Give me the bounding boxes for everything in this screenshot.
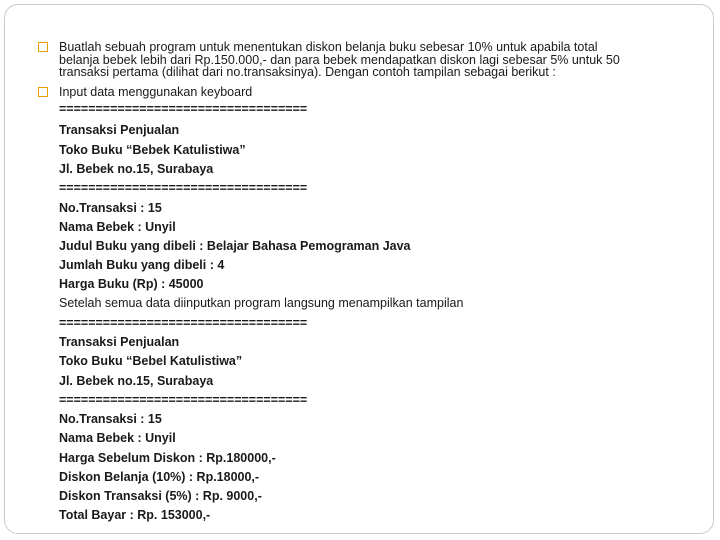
input-no-transaksi: No.Transaksi : 15 (59, 201, 162, 215)
input-instruction-line: Input data menggunakan keyboard (59, 85, 253, 99)
output-header-title: Transaksi Penjualan (59, 335, 180, 349)
task-description-line: transaksi pertama (dilihat dari no.transaksinya). Dengan contoh tampilan sebagai berikut : (59, 65, 556, 79)
transition-text: Setelah semua data diinputkan program langsung menampilkan tampilan (59, 296, 464, 310)
task-description-paragraph (59, 41, 699, 79)
output-nama-bebek: Nama Bebek : Unyil (59, 431, 176, 445)
output-header-store: Toko Buku “Bebel Katulistiwa” (59, 354, 243, 368)
checkbox-bullet-icon (38, 87, 48, 97)
input-header-store: Toko Buku “Bebek Katulistiwa” (59, 143, 246, 157)
output-no-transaksi: No.Transaksi : 15 (59, 412, 162, 426)
input-jumlah-buku: Jumlah Buku yang dibeli : 4 (59, 258, 225, 272)
output-diskon-belanja: Diskon Belanja (10%) : Rp.18000,- (59, 470, 260, 484)
task-description-line: Buatlah sebuah program untuk menentukan diskon belanja buku sebesar 10% untuk apabila total (59, 40, 598, 54)
input-instruction (59, 86, 699, 99)
checkbox-bullet-icon (38, 42, 48, 52)
input-separator-top: ================================== (59, 102, 308, 116)
input-nama-bebek: Nama Bebek : Unyil (59, 220, 176, 234)
input-judul-buku: Judul Buku yang dibeli : Belajar Bahasa Pemograman Java (59, 239, 411, 253)
task-description-line: belanja bebek lebih dari Rp.150.000,- dan para bebek mendapatkan diskon lagi sebesar 5% untuk 50 (59, 52, 620, 67)
output-harga-sebelum-diskon: Harga Sebelum Diskon : Rp.180000,- (59, 451, 276, 465)
output-separator-bottom: ================================== (59, 393, 308, 407)
output-header-address: Jl. Bebek no.15, Surabaya (59, 374, 214, 388)
input-separator-bottom: ================================== (59, 181, 308, 195)
input-harga-buku: Harga Buku (Rp) : 45000 (59, 277, 204, 291)
input-header-address: Jl. Bebek no.15, Surabaya (59, 162, 214, 176)
output-separator-top: ================================== (59, 316, 308, 330)
output-diskon-transaksi: Diskon Transaksi (5%) : Rp. 9000,- (59, 489, 262, 503)
input-header-title: Transaksi Penjualan (59, 123, 180, 137)
output-total-bayar: Total Bayar : Rp. 153000,- (59, 508, 211, 522)
